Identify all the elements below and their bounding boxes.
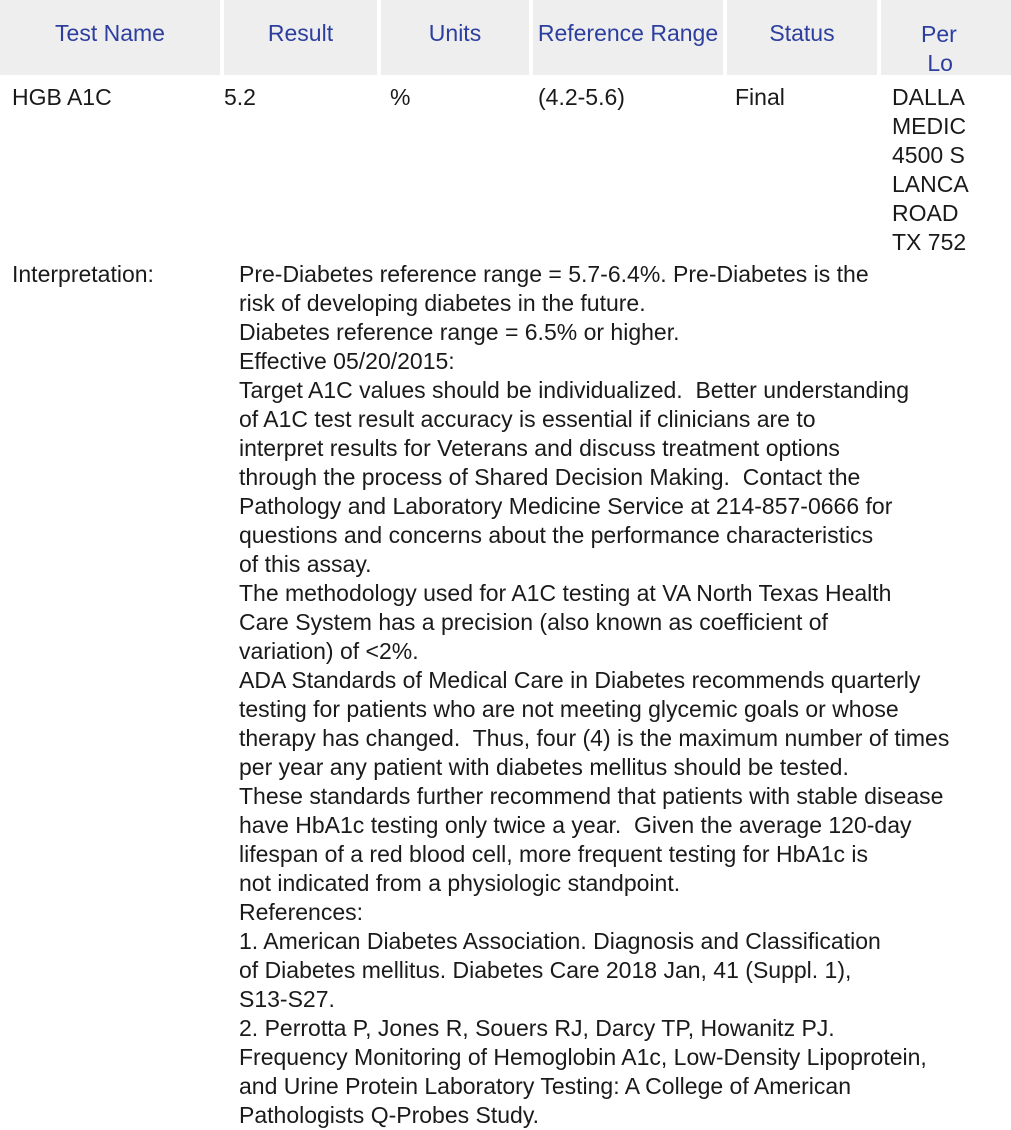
interpretation-label: Interpretation: [12, 261, 154, 287]
header-performing-location: Per Lo [881, 0, 1011, 75]
header-units: Units [381, 0, 529, 75]
header-status: Status [727, 0, 877, 75]
header-reference-range: Reference Range [533, 0, 723, 75]
cell-reference-range: (4.2-5.6) [538, 84, 625, 110]
interpretation-text: Pre-Diabetes reference range = 5.7-6.4%. Pre-Diabetes is the risk of developing diabetes in the future. Diabetes reference range = 6.5% or higher. Effective 05/20/2015: Target A1C values should be individualized. Better understanding of A1C test result accuracy is essential if clinicians are to interpret results for Veterans and discuss treatment options through the process of Shared Decision Making. Contact the Pathology and Laboratory Medicine Service at 214-857-0666 for questions and concerns about the performance characteristics of this assay. The methodology used for A1C testing at VA North Texas Health Care System has a precision (also known as coefficient of variation) of <2%. ADA Standards of Medical Care in Diabetes recommends quarterly testing for patients who are not meeting glycemic goals or whose therapy has changed. Thus, four (4) is the maximum number of times per year any patient with diabetes mellitus should be tested. These standards further recommend that patients with stable disease have HbA1c testing only twice a year. Given the average 120-day lifespan of a red blood cell, more frequent testing for HbA1c is not indicated from a physiologic standpoint. References: 1. American Diabetes Association. Diagnosis and Classification of Diabetes mellitus. Diabetes Care 2018 Jan, 41 (Suppl. 1), S13-S27. 2. Perrotta P, Jones R, Souers RJ, Darcy TP, Howanitz PJ. Frequency Monitoring of Hemoglobin A1c, Low-Density Lipoprotein, and Urine Protein Laboratory Testing: A College of American Pathologists Q-Probes Study. [239, 261, 950, 1128]
table-row [0, 83, 1000, 258]
cell-status: Final [735, 84, 785, 110]
cell-test-name: HGB A1C [12, 84, 112, 110]
header-result: Result [224, 0, 377, 75]
cell-units: % [390, 84, 411, 110]
table-header [0, 0, 1000, 78]
cell-performing-location: DALLA MEDIC 4500 S LANCA ROAD TX 752 [892, 84, 969, 255]
header-test-name: Test Name [0, 0, 220, 75]
cell-result: 5.2 [224, 84, 256, 110]
